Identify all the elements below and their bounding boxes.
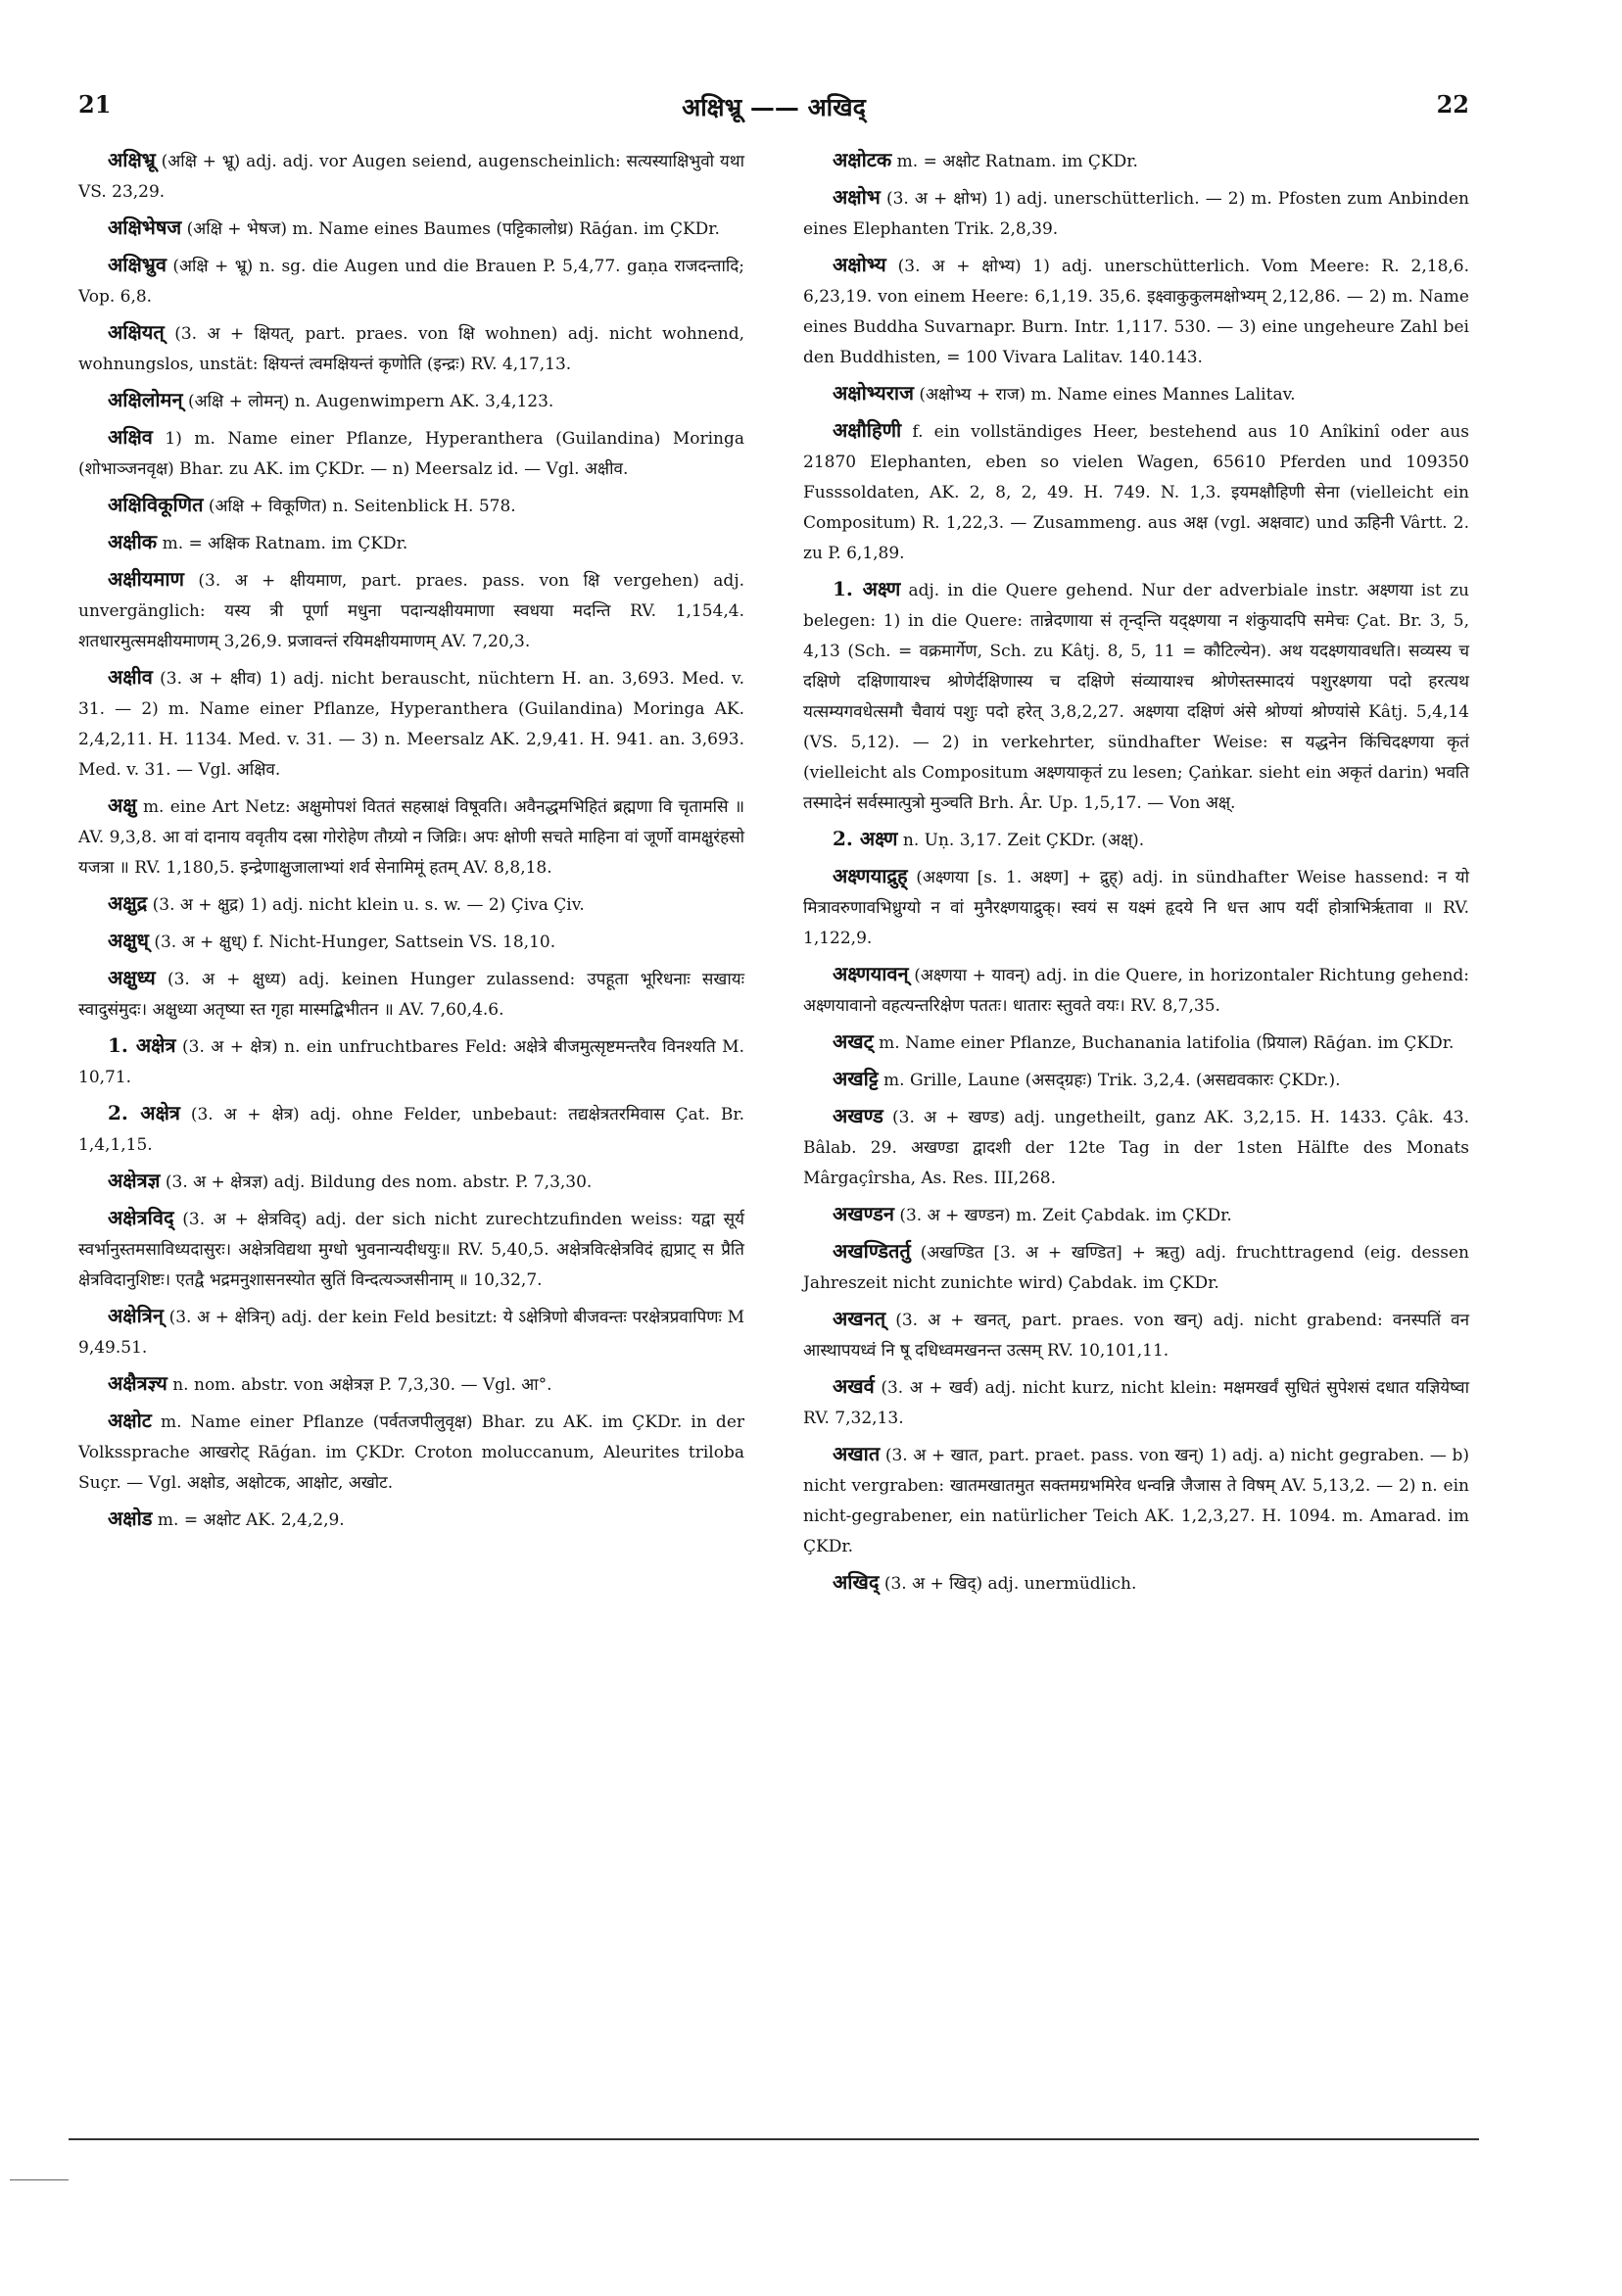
entry-text: (अखण्डित [3. अ + खण्डित] + ऋतु) adj. fruchttragend (eig. dessen Jahreszeit nicht zunichte wird) Çabdak. im ÇKDr. — [803, 1243, 1470, 1293]
headword: अखण्ड — [833, 1104, 883, 1127]
page-header — [78, 90, 1469, 129]
headword: अखात — [833, 1442, 881, 1465]
dictionary-entry — [803, 1304, 1469, 1366]
dictionary-entry — [803, 250, 1469, 373]
dictionary-entry — [803, 1064, 1469, 1096]
entry-text: (3. अ + क्षीव) 1) adj. nicht berauscht, nüchtern H. an. 3,693. Med. v. 31. — 2) m. Name einer Pflanze, Hyperanthera (Guilandina) Moringa AK. 2,4,2,11. H. 1134. Med. v. 31. — 3) n. Meersalz AK. 2,9,41. H. 941. an. 3,693. Med. v. 31. — Vgl. अक्षिव. — [78, 669, 744, 780]
dictionary-entry — [803, 145, 1469, 177]
headword: अक्षौहिणी — [833, 418, 902, 442]
dictionary-entry — [803, 1027, 1469, 1059]
entry-text: 1) m. Name einer Pflanze, Hyperanthera (Guilandina) Moringa (शोभाञ्जनवृक्ष) Bhar. zu AK. im ÇKDr. — n) Meersalz id. — Vgl. अक्षीव. — [78, 429, 744, 479]
dictionary-entry — [78, 1504, 744, 1536]
dictionary-entry — [78, 662, 744, 786]
headword: अक्षिलोमन् — [108, 388, 183, 411]
dictionary-entry — [78, 888, 744, 921]
dictionary-entry — [803, 1199, 1469, 1231]
dictionary-entry — [78, 1166, 744, 1198]
dictionary-entry — [78, 1301, 744, 1363]
entry-text: m. Name einer Pflanze (पर्वतजपीलुवृक्ष) Bhar. zu AK. im ÇKDr. in der Volkssprache आखरोट् Rāǵan. im ÇKDr. Croton moluccanum, Aleurites triloba Suçr. — Vgl. अक्षोड, अक्षोटक, आक्षोट, अखोट. — [78, 1412, 745, 1493]
entry-text: (3. अ + क्षेत्रविद्) adj. der sich nicht zurechtzufinden weiss: यद्वा सूर्य स्वर्भानुस्तमसाविध्यदासुरः। अक्षेत्रविद्यथा मुग्धो भुवनान्यदीधयुः॥ RV. 5,40,5. अक्षेत्रवित्क्षेत्रविदं ह्यप्राट् स प्रैति क्षेत्रविदानुशिष्टः। एतद्वै भद्रमनुशासनस्योत स्रुतिं विन्दत्यञ्जसीनाम् ॥ 10,32,7. — [78, 1210, 744, 1290]
entry-text: (3. अ + क्षेत्रज्ञ) adj. Bildung des nom. abstr. P. 7,3,30. — [165, 1172, 593, 1192]
entry-text: (3. अ + क्षोभ) 1) adj. unerschütterlich. — 2) m. Pfosten zum Anbinden eines Elephanten Trik. 2,8,39. — [803, 189, 1469, 239]
dictionary-entry — [803, 1567, 1469, 1600]
headword: अक्षिविकूणित — [108, 493, 204, 516]
dictionary-entry — [78, 790, 744, 884]
dictionary-entry — [78, 385, 744, 417]
headword: अक्षोभ्य — [833, 253, 886, 276]
headword: अखण्डितर्तु — [833, 1239, 911, 1263]
headword: अखण्डन — [833, 1202, 894, 1225]
entry-text: m. Name einer Pflanze, Buchanania latifolia (प्रियाल) Rāǵan. im ÇKDr. — [879, 1033, 1455, 1053]
dictionary-entry — [78, 250, 744, 312]
entry-text: (3. अ + क्षुद्र) 1) adj. nicht klein u. s. w. — 2) Çiva Çiv. — [152, 895, 585, 915]
entry-text: m. eine Art Netz: अक्षुमोपशं विततं सहस्राक्षं विषूवति। अवैनद्धमभिहितं ब्रह्मणा वि चृतामसि ॥ AV. 9,3,8. आ वां दानाय ववृतीय दस्रा गोरोहेण तौग्र्यो न जिव्रिः। अपः क्षोणी सचते माहिना वां जूर्णो वामक्षुरंहसो यजत्रा ॥ RV. 1,180,5. इन्द्रेणाक्षुजालाभ्यां शर्व सेनामिमूं हतम् AV. 8,8,18. — [78, 797, 745, 878]
entry-text: (3. अ + खनत्, part. praes. von खन्) adj. nicht grabend: वनस्पतिं वन आस्थापयध्वं नि षू दधिध्वमखनन्त उत्सम् RV. 10,101,11. — [803, 1311, 1470, 1361]
headword: अक्षिभ्रुव — [108, 253, 167, 276]
headword: अखिद् — [833, 1570, 880, 1594]
dictionary-entry — [78, 963, 744, 1026]
entry-text: (3. अ + क्षेत्र) n. ein unfruchtbares Feld: अक्षेत्रे बीजमुत्सृष्टमन्तरैव विनश्यति M. 10,71. — [78, 1037, 744, 1087]
headword: अक्षेत्रिन् — [108, 1304, 164, 1327]
entry-text: (अक्ष्णया + यावन्) adj. in die Quere, in horizontaler Richtung gehend: अक्ष्णयावानो वहत्यन्तरिक्षेण पततः। धातारः स्तुवते वयः। RV. 8,7,35. — [803, 966, 1470, 1016]
dictionary-entry — [803, 1439, 1469, 1562]
dictionary-entry — [78, 926, 744, 958]
headword: अक्षीक — [108, 530, 158, 553]
dictionary-entry — [78, 1098, 744, 1161]
dictionary-entry — [803, 574, 1469, 819]
dictionary-entry — [78, 1030, 744, 1093]
headword: अक्ष्णयावन् — [833, 962, 909, 985]
entry-text: (3. अ + क्षीयमाण, part. praes. pass. von क्षि vergehen) adj. unvergänglich: यस्य त्री पूर्णा मधुना पदान्यक्षीयमाणा स्वधया मदन्ति RV. 1,154,4. शतधारमुत्समक्षीयमाणम् 3,26,9. प्रजावन्तं रयिमक्षीयमाणम् AV. 7,20,3. — [78, 571, 744, 651]
headword: अखर्व — [833, 1374, 875, 1398]
entry-text: (3. अ + खण्डन) m. Zeit Çabdak. im ÇKDr. — [899, 1206, 1232, 1225]
dictionary-entry — [803, 824, 1469, 856]
running-title: अक्षिभ्रू —— अखिद् — [682, 93, 866, 121]
entry-text: m. = अक्षोट AK. 2,4,2,9. — [157, 1510, 345, 1530]
left-column — [78, 145, 744, 1541]
headword: अक्षोभ — [833, 185, 881, 209]
entry-text: (अक्षि + भ्रू) n. sg. die Augen und die Brauen P. 5,4,77. gaṇa राजदन्तादि; Vop. 6,8. — [78, 257, 745, 307]
entry-text: (3. अ + क्षोभ्य) 1) adj. unerschütterlich. Vom Meere: R. 2,18,6. 6,23,19. von einem Heere: 6,1,19. 35,6. इक्ष्वाकुकुलमक्षोभ्यम् 2,12,86. — 2) m. Name eines Buddha Suvarnapr. Burn. Intr. 1,117. 530. — 3) eine ungeheure Zahl bei den Buddhisten, = 100 Vivara Lalitav. 140.143. — [803, 257, 1470, 367]
dictionary-entry — [803, 182, 1469, 245]
margin-mark — [10, 2179, 69, 2180]
entry-text: (3. अ + क्षुध्य) adj. keinen Hunger zulassend: उपहूता भूरिधनाः सखायः स्वादुसंमुदः। अक्षुध्या अतृष्या स्त गृहा मास्मद्बिभीतन ॥ AV. 7,60,4.6. — [78, 970, 745, 1020]
bottom-rule — [69, 2138, 1479, 2140]
headword: अक्षीव — [108, 665, 153, 689]
page-number-right: 22 — [1436, 90, 1469, 119]
dictionary-entry — [78, 1406, 744, 1499]
dictionary-entry — [803, 959, 1469, 1022]
dictionary-entry — [803, 415, 1469, 569]
headword: अक्षोटक — [833, 148, 892, 171]
headword: अक्षिव — [108, 425, 153, 449]
headword: अक्षु — [108, 793, 137, 817]
dictionary-entry — [78, 213, 744, 245]
entry-text: m. = अक्षोट Ratnam. im ÇKDr. — [896, 152, 1138, 171]
dictionary-entry — [803, 1371, 1469, 1434]
entry-text: (3. अ + खिद्) adj. unermüdlich. — [883, 1574, 1137, 1594]
entry-text: (3. अ + क्षेत्रिन्) adj. der kein Feld besitzt: ये ऽक्षेत्रिणो बीजवन्तः परक्षेत्रप्रवापिणः M 9,49.51. — [78, 1308, 744, 1358]
headword: अक्षुध् — [108, 929, 149, 952]
right-column — [803, 145, 1469, 1604]
entry-text: (3. अ + क्षियत्, part. praes. von क्षि wohnen) adj. nicht wohnend, wohnungslos, unstät: क्षियन्तं त्वमक्षियन्तं कृणोति (इन्द्रः) RV. 4,17,13. — [78, 324, 744, 374]
headword: अखट्टि — [833, 1067, 879, 1090]
dictionary-entry — [78, 564, 744, 657]
headword: अक्षोभ्यराज — [833, 381, 914, 405]
entry-text: (3. अ + क्षुध्) f. Nicht-Hunger, Sattsein VS. 18,10. — [154, 933, 556, 952]
dictionary-entry — [78, 422, 744, 485]
entry-text: n. Uṇ. 3,17. Zeit ÇKDr. (अक्ष्). — [902, 831, 1145, 850]
dictionary-entry — [803, 1101, 1469, 1194]
headword: 1. अक्षेत्र — [108, 1033, 176, 1057]
dictionary-entry — [78, 145, 744, 208]
headword: अक्षियत् — [108, 320, 165, 344]
page-number-left: 21 — [78, 90, 112, 119]
headword: अक्षीयमाण — [108, 567, 184, 591]
entry-text: (अक्षि + भ्रू) adj. adj. vor Augen seiend, augenscheinlich: सत्यस्याक्षिभुवो यथा VS. 23,29. — [78, 152, 744, 202]
headword: 1. अक्ष्ण — [833, 577, 901, 600]
entry-text: (अक्षि + विकूणित) n. Seitenblick H. 578. — [208, 497, 516, 516]
headword: 2. अक्षेत्र — [108, 1101, 180, 1124]
entry-text: f. ein vollständiges Heer, bestehend aus 10 Anîkinî oder aus 21870 Elephanten, eben so vielen Wagen, 65610 Pferden und 109350 Fusssoldaten, AK. 2, 8, 2, 49. H. 749. N. 1,3. इयमक्षौहिणी सेना (vielleicht ein Compositum) R. 1,22,3. — Zusammeng. aus अक्ष (vgl. अक्षवाट) und ऊहिनी Vârtt. 2. zu P. 6,1,89. — [803, 422, 1469, 563]
headword: अक्षोड — [108, 1507, 153, 1530]
headword: अक्षुध्य — [108, 966, 156, 989]
headword: 2. अक्ष्ण — [833, 827, 898, 850]
headword: अखट् — [833, 1029, 874, 1053]
entry-text: (3. अ + खण्ड) adj. ungetheilt, ganz AK. 3,2,15. H. 1433. Çâk. 43. Bâlab. 29. अखण्डा द्वादशी der 12te Tag in der 1sten Hälfte des Monats Mârgaçîrsha, As. Res. III,268. — [803, 1108, 1469, 1188]
entry-text: (3. अ + खर्व) adj. nicht kurz, nicht klein: मक्षमखर्वं सुधितं सुपेशसं दधात यज्ञियेष्वा RV. 7,32,13. — [803, 1378, 1470, 1428]
entry-text: (अक्षि + भेषज) m. Name eines Baumes (पट्टिकालोध्र) Rāǵan. im ÇKDr. — [186, 219, 720, 239]
headword: अक्षिभ्रू — [108, 148, 156, 171]
entry-text: n. nom. abstr. von अक्षेत्रज्ञ P. 7,3,30. — Vgl. आ°. — [172, 1375, 552, 1395]
dictionary-entry — [78, 317, 744, 380]
entry-text: m. Grille, Laune (असद्ग्रहः) Trik. 3,2,4. (असद्यवकारः ÇKDr.). — [883, 1071, 1341, 1090]
dictionary-entry — [78, 1203, 744, 1296]
headword: अक्षिभेषज — [108, 215, 182, 239]
dictionary-entry — [803, 1236, 1469, 1299]
headword: अक्षेत्रज्ञ — [108, 1169, 161, 1192]
entry-text: (अक्षोभ्य + राज) m. Name eines Mannes Lalitav. — [919, 385, 1296, 405]
dictionary-entry — [803, 861, 1469, 954]
headword: अखनत् — [833, 1307, 886, 1330]
entry-text: (3. अ + खात, part. praet. pass. von खन्) 1) adj. a) nicht gegraben. — b) nicht vergraben: खातमखातमुत सक्तमग्रभमिरेव धन्वन्नि जैजास ते विषम् AV. 5,13,2. — 2) n. ein nicht-gegrabener, ein natürlicher Teich AK. 1,2,3,27. H. 1094. m. Amarad. im ÇKDr. — [803, 1446, 1469, 1556]
dictionary-entry — [78, 1368, 744, 1401]
entry-text: (अक्षि + लोमन्) n. Augenwimpern AK. 3,4,123. — [188, 392, 554, 411]
dictionary-entry — [78, 490, 744, 522]
dictionary-entry — [78, 527, 744, 559]
headword: अक्षेत्रविद् — [108, 1206, 174, 1229]
dictionary-entry — [803, 378, 1469, 410]
entry-text: adj. in die Quere gehend. Nur der adverbiale instr. अक्ष्णया ist zu belegen: 1) in die Quere: तान्नेदणाया सं तृन्द्न्ति यद्क्ष्णया न शंकुयादपि समेचः Çat. Br. 3, 5, 4,13 (Sch. = वक्रमार्गेण, Sch. zu Kâtj. 8, 5, 11 = कौटिल्येन). अथ यदक्ष्णयावधति। सव्यस्य च दक्षिणे दक्षिणायाश्च श्रोणेर्दक्षिणास्य च दक्षिणे संव्यायाश्च श्रोणेस्तस्मादयं पशुरक्ष्णया पदो हरत्यथ यत्सम्यगवधेत्समौ चैवायं पशुः पदो हरेत् 3,8,2,27. अक्ष्णया दक्षिणं अंसे श्रोण्यां श्रोण्यांसे Kâtj. 5,4,14 (VS. 5,12). — 2) in verkehrter, sündhafter Weise: स यद्धनेन किंचिदक्ष्णया कृतं (vielleicht als Compositum अक्ष्णयाकृतं zu lesen; Çaṅkar. sieht ein अकृतं darin) भवति तस्मादेनं सर्वस्मात्पुत्रो मुञ्चति Brh. Âr. Up. 1,5,17. — Von अक्ष्. — [803, 581, 1470, 813]
headword: अक्षोट — [108, 1409, 152, 1432]
headword: अक्षुद्र — [108, 891, 148, 915]
entry-text: (अक्ष्णया [s. 1. अक्ष्ण] + द्रुह्) adj. in sündhafter Weise hassend: न यो मित्रावरुणावभिध्रुग्यो न वां मुनैरक्ष्णयाद्रुक्। स्वयं स यक्ष्मं हृदये नि धत्त आप यदीं होत्राभिर्ऋतावा ॥ RV. 1,122,9. — [803, 868, 1470, 948]
headword: अक्षैत्रज्ञ्य — [108, 1371, 167, 1395]
headword: अक्ष्णयाद्रुह् — [833, 864, 908, 887]
entry-text: (3. अ + क्षेत्र) adj. ohne Felder, unbebaut: तद्यक्षेत्रतरमिवास Çat. Br. 1,4,1,15. — [78, 1105, 744, 1155]
entry-text: m. = अक्षिक Ratnam. im ÇKDr. — [162, 534, 408, 553]
